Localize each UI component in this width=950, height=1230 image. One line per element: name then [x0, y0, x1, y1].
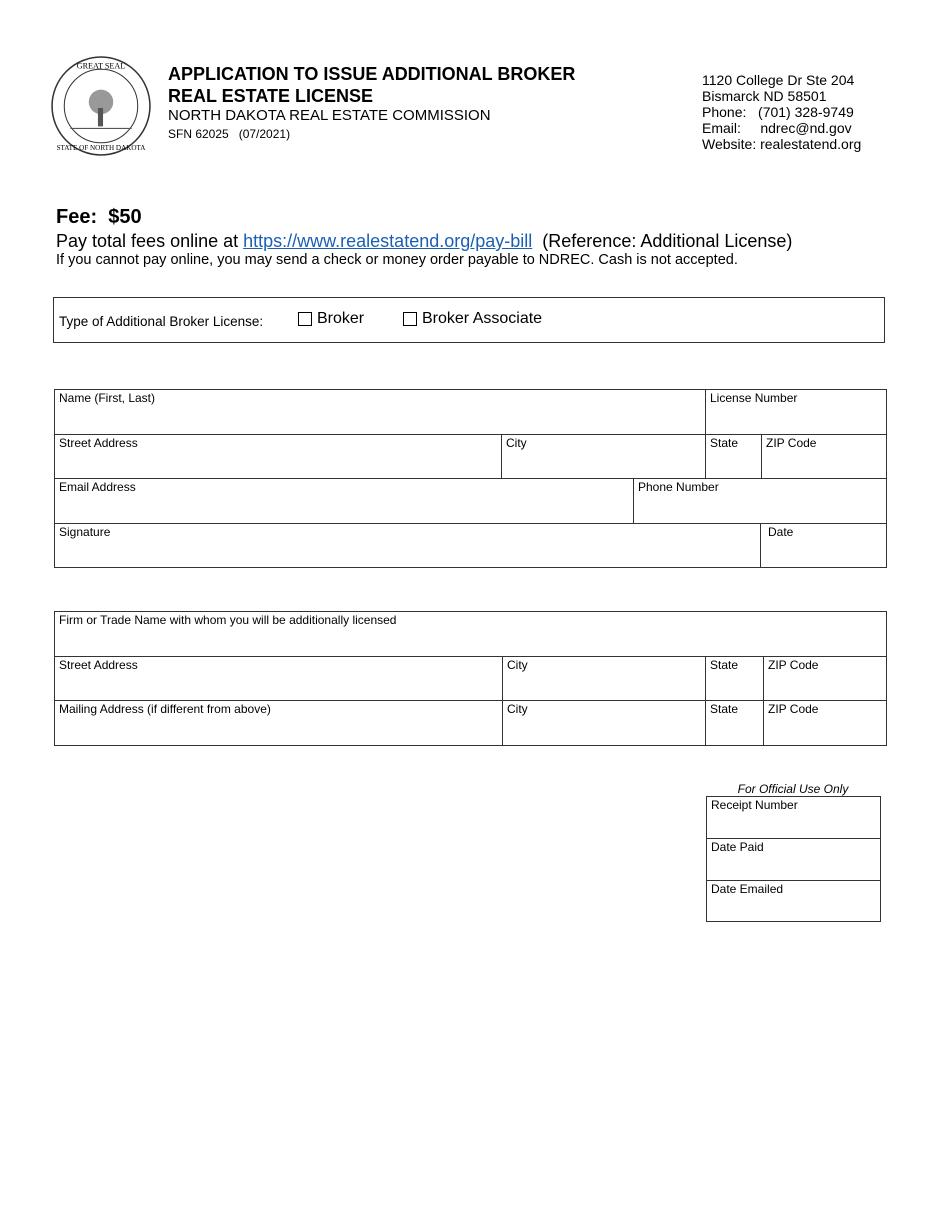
license-type-box: [53, 297, 885, 343]
receipt-number-field: Receipt Number: [706, 796, 881, 839]
firm-state-field[interactable]: State: [705, 656, 764, 701]
email-field[interactable]: Email Address: [54, 478, 634, 524]
mailing-city-field[interactable]: City: [502, 700, 706, 746]
city-field[interactable]: City: [501, 434, 706, 479]
agency-name: NORTH DAKOTA REAL ESTATE COMMISSION: [168, 107, 491, 124]
phone-field[interactable]: Phone Number: [633, 478, 887, 524]
form-title: APPLICATION TO ISSUE ADDITIONAL BROKER REAL ESTATE LICENSE: [168, 64, 576, 106]
payment-note: If you cannot pay online, you may send a check or money order payable to NDREC. Cash is not accepted.: [56, 252, 738, 268]
pay-online-text: Pay total fees online at https://www.realestatend.org/pay-bill (Reference: Additional License): [56, 231, 793, 251]
license-number-field[interactable]: License Number: [705, 389, 887, 435]
firm-street-field[interactable]: Street Address: [54, 656, 503, 701]
mailing-zip-field[interactable]: ZIP Code: [763, 700, 887, 746]
firm-name-field[interactable]: Firm or Trade Name with whom you will be additionally licensed: [54, 611, 887, 657]
firm-zip-field[interactable]: ZIP Code: [763, 656, 887, 701]
mailing-address-field[interactable]: Mailing Address (if different from above): [54, 700, 503, 746]
svg-text:GREAT SEAL: GREAT SEAL: [76, 61, 126, 71]
state-seal-logo: [50, 55, 152, 157]
zip-field[interactable]: ZIP Code: [761, 434, 887, 479]
firm-city-field[interactable]: City: [502, 656, 706, 701]
svg-text:STATE OF NORTH DAKOTA: STATE OF NORTH DAKOTA: [56, 143, 146, 152]
signature-field[interactable]: Signature: [54, 523, 761, 568]
license-type-label: Type of Additional Broker License:: [59, 314, 264, 329]
form-number: SFN 62025 (07/2021): [168, 127, 291, 141]
pay-bill-link[interactable]: https://www.realestatend.org/pay-bill: [243, 231, 533, 251]
date-emailed-field: Date Emailed: [706, 880, 881, 922]
checkbox-icon: [298, 312, 312, 326]
broker-checkbox[interactable]: Broker: [298, 310, 364, 328]
fee-amount: Fee: $50: [56, 206, 142, 228]
street-address-field[interactable]: Street Address: [54, 434, 502, 479]
state-field[interactable]: State: [705, 434, 762, 479]
broker-associate-checkbox[interactable]: Broker Associate: [403, 310, 542, 328]
contact-info: 1120 College Dr Ste 204 Bismarck ND 58501 Phone: (701) 328-9749 Email: ndrec@nd.gov Website: realestatend.org: [702, 72, 862, 152]
date-paid-field: Date Paid: [706, 838, 881, 881]
date-field[interactable]: Date: [760, 523, 887, 568]
name-field[interactable]: Name (First, Last): [54, 389, 706, 435]
official-use-caption: For Official Use Only: [737, 782, 849, 796]
checkbox-icon: [403, 312, 417, 326]
mailing-state-field[interactable]: State: [705, 700, 764, 746]
